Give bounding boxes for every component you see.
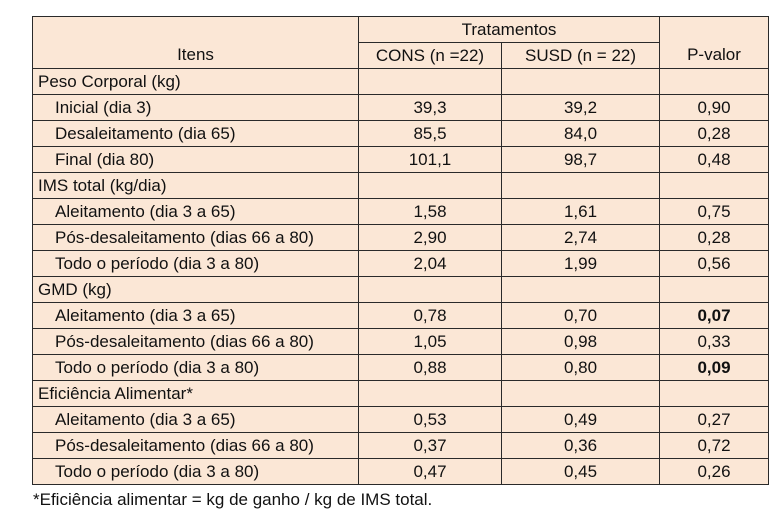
cons-value: 1,05 [359,329,502,355]
cons-value: 39,3 [359,95,502,121]
p-value: 0,07 [660,303,769,329]
cons-value: 0,37 [359,433,502,459]
table-row [33,225,769,251]
cons-value: 2,04 [359,251,502,277]
row-label: Todo o período (dia 3 a 80) [33,355,359,381]
header-p-valor: P-valor [660,17,769,69]
p-value: 0,56 [660,251,769,277]
susd-value [502,69,660,95]
table-row [33,251,769,277]
p-value: 0,72 [660,433,769,459]
p-value [660,277,769,303]
cons-value: 0,53 [359,407,502,433]
category-row [33,69,769,95]
table-row [33,433,769,459]
category-label: GMD (kg) [33,277,359,303]
row-label: Pós-desaleitamento (dias 66 a 80) [33,329,359,355]
footnote: *Eficiência alimentar = kg de ganho / kg de IMS total. [33,490,433,509]
header-itens: Itens [33,17,359,69]
results-table-wrapper [32,16,768,485]
header-cons: CONS (n =22) [359,43,502,69]
susd-value [502,173,660,199]
susd-value: 0,36 [502,433,660,459]
category-row [33,173,769,199]
row-label: Aleitamento (dia 3 a 65) [33,303,359,329]
table-row [33,147,769,173]
susd-value [502,381,660,407]
p-value: 0,27 [660,407,769,433]
cons-value [359,69,502,95]
row-label: Todo o período (dia 3 a 80) [33,251,359,277]
p-value: 0,26 [660,459,769,485]
table-row [33,199,769,225]
category-row [33,277,769,303]
table-row [33,407,769,433]
results-table [32,16,769,485]
row-label: Pós-desaleitamento (dias 66 a 80) [33,225,359,251]
row-label: Todo o período (dia 3 a 80) [33,459,359,485]
p-value: 0,48 [660,147,769,173]
row-label: Final (dia 80) [33,147,359,173]
susd-value: 98,7 [502,147,660,173]
susd-value: 1,61 [502,199,660,225]
category-row [33,381,769,407]
susd-value: 0,45 [502,459,660,485]
p-value [660,69,769,95]
p-value: 0,09 [660,355,769,381]
susd-value: 39,2 [502,95,660,121]
row-label: Pós-desaleitamento (dias 66 a 80) [33,433,359,459]
table-row [33,459,769,485]
category-label: IMS total (kg/dia) [33,173,359,199]
cons-value [359,173,502,199]
table-row [33,303,769,329]
p-value: 0,28 [660,121,769,147]
susd-value: 1,99 [502,251,660,277]
susd-value [502,277,660,303]
cons-value: 2,90 [359,225,502,251]
table-row [33,95,769,121]
susd-value: 0,98 [502,329,660,355]
susd-value: 84,0 [502,121,660,147]
p-value: 0,90 [660,95,769,121]
susd-value: 0,80 [502,355,660,381]
header-susd: SUSD (n = 22) [502,43,660,69]
p-value [660,381,769,407]
row-label: Desaleitamento (dia 65) [33,121,359,147]
p-value: 0,33 [660,329,769,355]
cons-value: 0,78 [359,303,502,329]
cons-value: 101,1 [359,147,502,173]
susd-value: 0,49 [502,407,660,433]
cons-value: 85,5 [359,121,502,147]
susd-value: 2,74 [502,225,660,251]
row-label: Aleitamento (dia 3 a 65) [33,407,359,433]
table-row [33,121,769,147]
p-value: 0,28 [660,225,769,251]
cons-value: 0,47 [359,459,502,485]
cons-value: 0,88 [359,355,502,381]
row-label: Aleitamento (dia 3 a 65) [33,199,359,225]
header-row-1 [33,17,769,43]
p-value: 0,75 [660,199,769,225]
p-value [660,173,769,199]
susd-value: 0,70 [502,303,660,329]
cons-value [359,277,502,303]
header-tratamentos: Tratamentos [359,17,660,43]
table-row [33,329,769,355]
cons-value: 1,58 [359,199,502,225]
cons-value [359,381,502,407]
row-label: Inicial (dia 3) [33,95,359,121]
table-row [33,355,769,381]
category-label: Peso Corporal (kg) [33,69,359,95]
category-label: Eficiência Alimentar* [33,381,359,407]
